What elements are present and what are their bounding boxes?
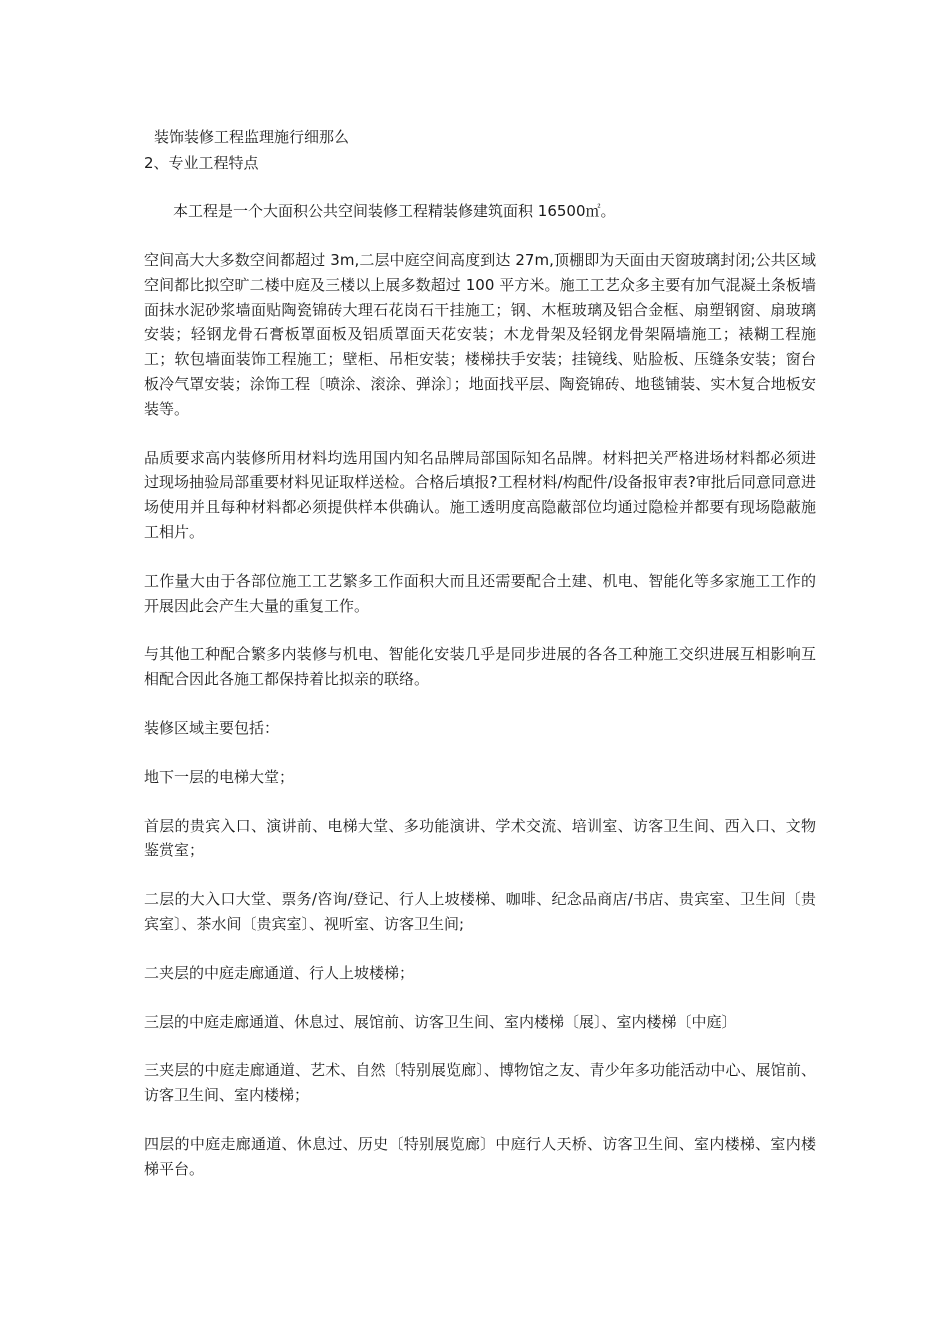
document-title: 装饰装修工程监理施行细那么: [154, 128, 350, 146]
paragraph-space-and-process: 空间高大大多数空间都超过 3m,二层中庭空间高度到达 27m,顶棚即为天面由天窗玻璃封闭;公共区域空间都比拟空旷二楼中庭及三楼以上展多数超过 100 平方米。施工工艺众多主要有加气混凝土条板墙面抹水泥砂浆墙面贴陶瓷锦砖大理石花岗石干挂施工；钢、木框玻璃及铝合金框、扇塑钢窗、扇玻璃安装；轻钢龙骨石膏板罩面板及铝质罩面天花安装；木龙骨架及轻钢龙骨架隔墙施工；裱糊工程施工；软包墙面装饰工程施工；壁柜、吊柜安装；楼梯扶手安装；挂镜线、贴脸板、压缝条安装；窗台板冷气罩安装；涂饰工程〔喷涂、滚涂、弹涂〕；地面找平层、陶瓷锦砖、地毯铺装、实木复合地板安装等。: [144, 251, 816, 418]
paragraph-coordination: 与其他工种配合繁多内装修与机电、智能化安装几乎是同步进展的各各工种施工交织进展互相影响互相配合因此各施工都保持着比拟亲的联络。: [144, 645, 816, 689]
paragraph-third-floor: 三层的中庭走廊通道、休息过、展馆前、访客卫生间、室内楼梯〔展〕、室内楼梯〔中庭〕: [144, 1012, 737, 1031]
paragraph-quality: 品质要求高内装修所用材料均选用国内知名品牌局部国际知名品牌。材料把关严格进场材料都必须进过现场抽验局部重要材料见证取样送检。合格后填报?工程材料/构配件/设备报审表?审批后同意同意进场使用并且每种材料都必须提供样本供确认。施工透明度高隐蔽部位均通过隐检并都要有现场隐蔽施工相片。: [144, 448, 816, 541]
paragraph-basement: 地下一层的电梯大堂；: [144, 767, 295, 786]
paragraph-third-mezzanine: 三夹层的中庭走廊通道、艺术、自然〔特别展览廊〕、博物馆之友、青少年多功能活动中心、展馆前、访客卫生间、室内楼梯；: [144, 1061, 816, 1105]
intro-paragraph: 本工程是一个大面积公共空间装修工程精装修建筑面积 16500㎡。: [173, 202, 616, 220]
paragraph-workload: 工作量大由于各部位施工工艺繁多工作面积大而且还需要配合土建、机电、智能化等多家施工工作的开展因此会产生大量的重复工作。: [144, 571, 816, 615]
paragraph-first-floor: 首层的贵宾入口、演讲前、电梯大堂、多功能演讲、学术交流、培训室、访客卫生间、西入口、文物鉴赏室；: [144, 816, 816, 860]
section-heading: 2、专业工程特点: [144, 154, 259, 172]
paragraph-areas-intro: 装修区域主要包括：: [144, 718, 280, 737]
paragraph-second-mezzanine: 二夹层的中庭走廊通道、行人上坡楼梯；: [144, 963, 415, 982]
document-body: [144, 248, 816, 1206]
paragraph-fourth-floor: 四层的中庭走廊通道、休息过、历史〔特别展览廊〕中庭行人天桥、访客卫生间、室内楼梯、室内楼梯平台。: [144, 1134, 816, 1178]
paragraph-second-floor: 二层的大入口大堂、票务/咨询/登记、行人上坡楼梯、咖啡、纪念品商店/书店、贵宾室、卫生间〔贵宾室〕、茶水间〔贵宾室〕、视听室、访客卫生间;: [144, 890, 816, 933]
